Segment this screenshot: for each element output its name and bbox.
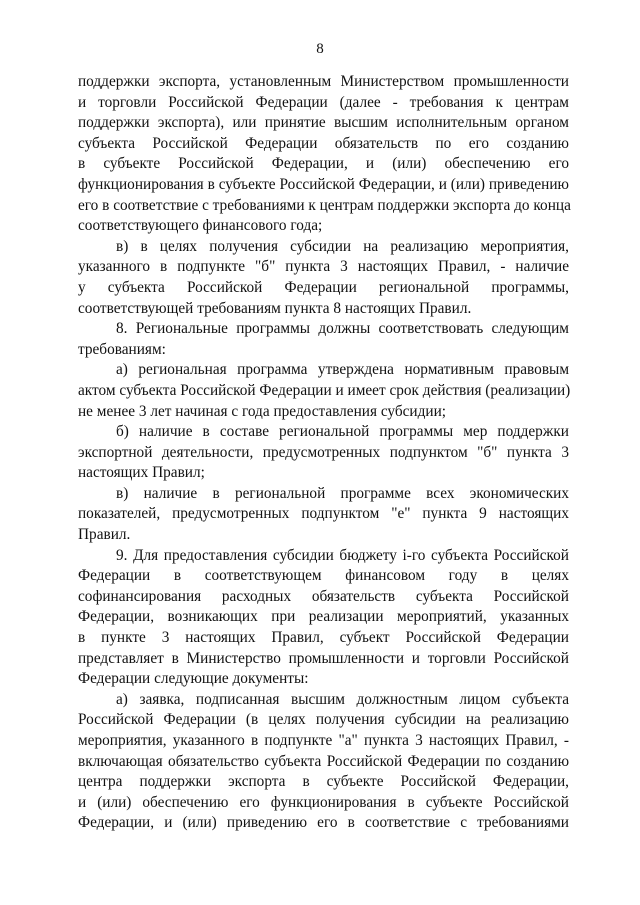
text-line: Федерации следующие документы: bbox=[78, 670, 309, 688]
paragraph-continuation bbox=[78, 72, 569, 237]
text-line: поддержки экспорта, установленным Министерством промышленности bbox=[78, 73, 569, 90]
text-line: 9. Для предоставления субсидии бюджету i-го субъекта Российской bbox=[116, 546, 569, 564]
text-line: Правил. bbox=[78, 526, 131, 544]
paragraph-7v bbox=[78, 237, 569, 319]
text-line: соответствующей требованиям пункта 8 настоящих Правил. bbox=[78, 299, 472, 317]
text-line: а) региональная программа утверждена нормативным правовым bbox=[116, 361, 569, 379]
paragraph-8a bbox=[78, 360, 569, 422]
text-line: Федерации в соответствующем финансовом году в целях bbox=[78, 567, 569, 585]
text-line: настоящих Правил; bbox=[78, 464, 205, 482]
text-line: Федерации, и (или) приведению его в соответствие с требованиями bbox=[78, 814, 569, 832]
text-line: поддержки экспорта), или принятие высшим исполнительным органом bbox=[78, 114, 569, 132]
paragraph-8b bbox=[78, 422, 569, 484]
text-line: актом субъекта Российской Федерации и имеет срок действия (реализации) bbox=[78, 381, 571, 399]
text-line: Российской Федерации (в целях получения субсидии на реализацию bbox=[78, 711, 569, 729]
text-line: а) заявка, подписанная высшим должностным лицом субъекта bbox=[116, 690, 569, 708]
text-line: его в соответствие с требованиями к центрам поддержки экспорта до конца bbox=[78, 196, 571, 214]
text-line: в субъекте Российской Федерации, и (или) обеспечению его bbox=[78, 155, 569, 173]
text-line: Федерации, возникающих при реализации мероприятий, указанных bbox=[78, 608, 569, 626]
text-line: соответствующего финансового года; bbox=[78, 217, 323, 235]
paragraph-9a bbox=[78, 690, 569, 834]
text-line: софинансирования расходных обязательств субъекта Российской bbox=[78, 587, 569, 605]
text-line: требованиям: bbox=[78, 340, 166, 358]
text-line: указанного в подпункте "б" пункта 3 настоящих Правил, - наличие bbox=[78, 258, 569, 276]
text-line: и (или) обеспечению его функционирования в субъекте Российской bbox=[78, 793, 569, 811]
text-line: экспортной деятельности, предусмотренных подпунктом "б" пункта 3 bbox=[78, 443, 569, 461]
paragraph-8v bbox=[78, 484, 569, 546]
text-line: функционирования в субъекте Российской Федерации, и (или) приведению bbox=[78, 175, 569, 193]
text-line: в) в целях получения субсидии на реализацию мероприятия, bbox=[116, 237, 569, 255]
text-line: 8. Региональные программы должны соответствовать следующим bbox=[116, 320, 569, 338]
text-line: показателей, предусмотренных подпунктом "е" пункта 9 настоящих bbox=[78, 505, 569, 523]
text-line: включающая обязательство субъекта Российской Федерации по созданию bbox=[78, 752, 569, 770]
text-line: б) наличие в составе региональной программы мер поддержки bbox=[116, 423, 569, 441]
text-line: центра поддержки экспорта в субъекте Российской Федерации, bbox=[78, 773, 569, 791]
paragraph-9 bbox=[78, 546, 569, 690]
text-line: у субъекта Российской Федерации региональной программы, bbox=[78, 278, 569, 296]
text-line: и торговли Российской Федерации (далее - требования к центрам bbox=[78, 93, 569, 111]
text-line: в) наличие в региональной программе всех экономических bbox=[116, 484, 569, 502]
text-line: в пункте 3 настоящих Правил, субъект Российской Федерации bbox=[78, 629, 569, 647]
document-body bbox=[78, 72, 569, 834]
paragraph-8 bbox=[78, 319, 569, 360]
text-line: представляет в Министерство промышленности и торговли Российской bbox=[78, 649, 569, 667]
text-line: не менее 3 лет начиная с года предоставления субсидии; bbox=[78, 402, 447, 420]
text-line: субъекта Российской Федерации обязательств по его созданию bbox=[78, 134, 569, 152]
page-number: 8 bbox=[316, 41, 324, 57]
text-line: мероприятия, указанного в подпункте "а" пункта 3 настоящих Правил, - bbox=[78, 732, 569, 749]
